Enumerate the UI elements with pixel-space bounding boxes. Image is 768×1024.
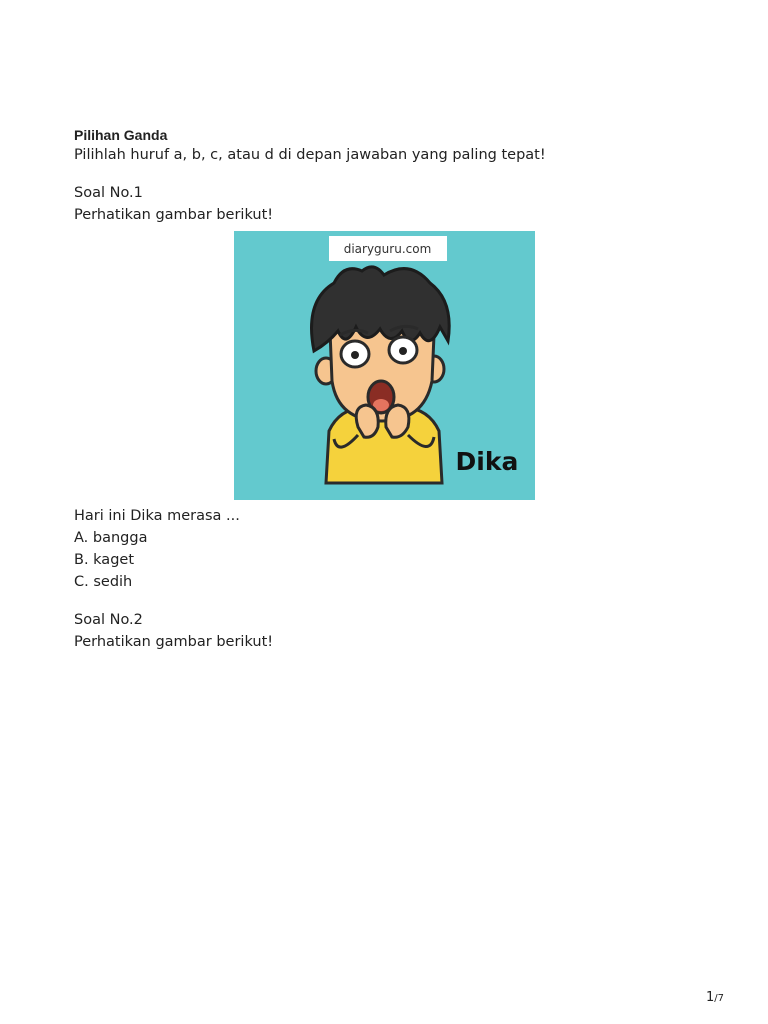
worksheet-content — [74, 126, 714, 653]
image-credit-label: diaryguru.com — [329, 236, 447, 261]
question-1-option-c: C. sedih — [74, 574, 133, 590]
page-number-current: 1 — [705, 990, 715, 1005]
question-2-number: Soal No.2 — [74, 612, 143, 628]
question-2-prompt: Perhatikan gambar berikut! — [74, 634, 274, 650]
right-pupil-shape — [399, 347, 407, 355]
question-1-prompt: Perhatikan gambar berikut! — [74, 207, 274, 223]
question-1-image — [234, 231, 535, 500]
question-1-text: Hari ini Dika merasa ... — [74, 508, 240, 524]
left-pupil-shape — [351, 351, 359, 359]
section-instruction: Pilihlah huruf a, b, c, atau d di depan jawaban yang paling tepat! — [74, 147, 546, 163]
question-1-number: Soal No.1 — [74, 185, 143, 201]
section-title: Pilihan Ganda — [74, 127, 168, 143]
page-number-total: /7 — [714, 993, 724, 1004]
page-number — [706, 990, 724, 1005]
question-1-figure-wrap — [74, 231, 694, 500]
question-1-option-a: A. bangga — [74, 530, 148, 546]
question-1-option-b: B. kaget — [74, 552, 135, 568]
image-caption-label: Dika — [455, 447, 519, 476]
right-hand-shape — [385, 405, 408, 437]
